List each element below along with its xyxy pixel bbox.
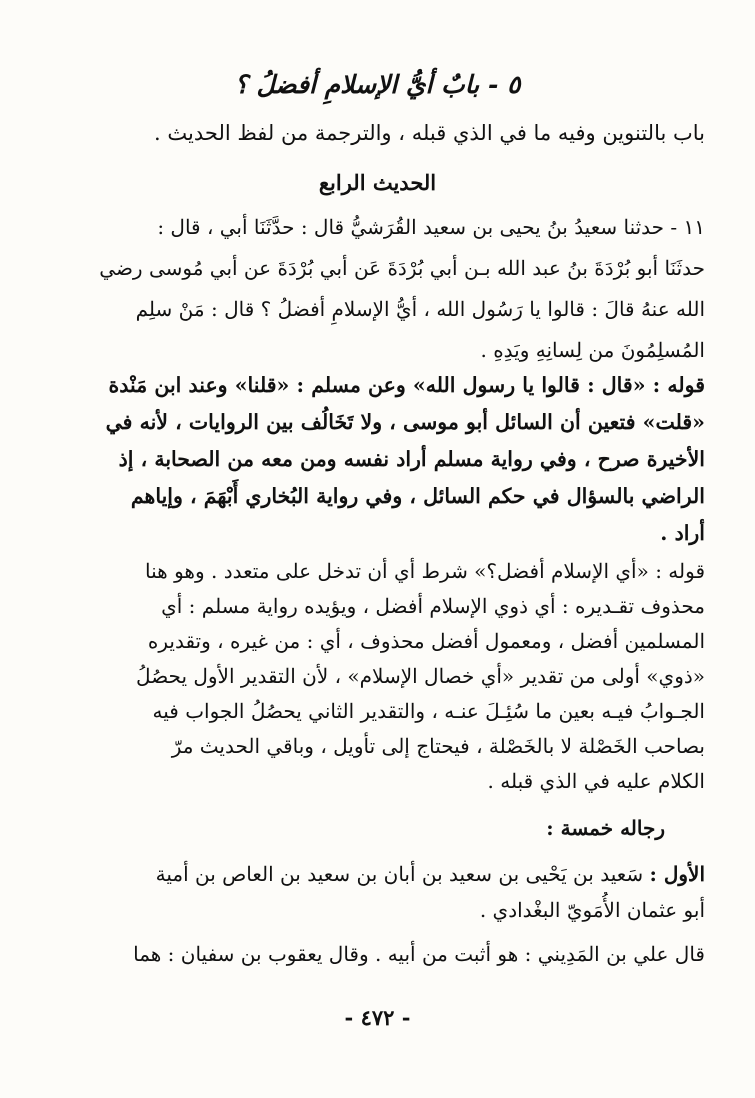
commentary-line: أراد . — [660, 521, 705, 545]
intro-paragraph: باب بالتنوين وفيه ما في الذي قبله ، والترجمة من لفظ الحديث . — [154, 121, 705, 145]
narrators-heading: رجاله خمسة : — [546, 816, 665, 840]
commentary-line: «قلت» فتعين أن السائل أبو موسى ، ولا تَخَالُف بين الروايات ، لأنه في — [105, 410, 705, 434]
explanation-line: المسلمين أفضل ، ومعمول أفضل محذوف ، أي : من غيره ، وتقديره — [147, 629, 705, 653]
explanation-paragraph — [88, 554, 705, 799]
scholar-quote-line: قال علي بن المَدِيني : هو أثبت من أبيه . وقال يعقوب بن سفيان : هما — [133, 942, 705, 966]
commentary-line: قوله : «قال : قالوا يا رسول الله» وعن مسلم : «قلنا» وعند ابن مَنْدة — [108, 373, 705, 397]
explanation-line: «ذوي» أولى من تقدير «أي خصال الإسلام» ، لأن التقدير الأول يحصُلُ — [136, 664, 705, 688]
hadith-line: المُسلِمُونَ من لِسانِهِ ويَدِهِ . — [480, 338, 705, 362]
first-narrator-line: أبو عثمان الأُمَويّ البغْدادي . — [479, 898, 705, 922]
page-number: - ٤٧٢ - — [344, 1005, 411, 1030]
explanation-line: محذوف تقـديره : أي ذوي الإسلام أفضل ، ويؤيده رواية مسلم : أي — [161, 594, 705, 618]
hadith-line: ١١ - حدثنا سعيدُ بنُ يحيى بن سعيد القُرَشيُّ قال : حدَّثَنَا أبي ، قال : — [157, 215, 705, 239]
explanation-line: قوله : «أي الإسلام أفضل؟» شرط أي أن تدخل على متعدد . وهو هنا — [145, 559, 705, 583]
hadith-line: الله عنهُ قالَ : قالوا يا رَسُول الله ، أيُّ الإسلامِ أفضلُ ؟ قال : مَنْ سلِم — [135, 297, 705, 321]
hadith-text — [88, 207, 705, 371]
commentary-paragraph — [88, 367, 705, 552]
hadith-line: حدثَنَا أبو بُرْدَةَ بنُ عبد الله بـن أبي بُرْدَةَ عَن أبي بُرْدَةَ عن أبي مُوسى رضي — [99, 256, 705, 280]
first-narrator-paragraph — [88, 856, 705, 928]
commentary-line: الأخيرة صرح ، وفي رواية مسلم أراد نفسه ومن معه من الصحابة ، إذ — [118, 447, 705, 471]
first-narrator-line — [88, 856, 705, 892]
first-narrator-label: الأول : — [649, 862, 705, 886]
explanation-line: الجـوابُ فيـه بعين ما سُئِـلَ عنـه ، والتقدير الثاني يحصُلُ الجواب فيه — [152, 699, 705, 723]
chapter-heading: ٥ - بابٌ أيُّ الإسلامِ أفضلُ ؟ — [234, 70, 521, 99]
explanation-line: بصاحب الخَصْلة لا بالخَصْلة ، فيحتاج إلى تأويل ، وباقي الحديث مرّ — [171, 734, 705, 758]
explanation-line: الكلام عليه في الذي قبله . — [487, 769, 705, 793]
commentary-line: الراضي بالسؤال في حكم السائل ، وفي رواية البُخاري أَبْهَمَ ، وإياهم — [130, 484, 705, 508]
first-narrator-name: سَعيد بن يَحْيى بن سعيد بن أبان بن سعيد بن العاص بن أمية — [155, 862, 650, 886]
hadith-title: الحديث الرابع — [318, 170, 437, 195]
